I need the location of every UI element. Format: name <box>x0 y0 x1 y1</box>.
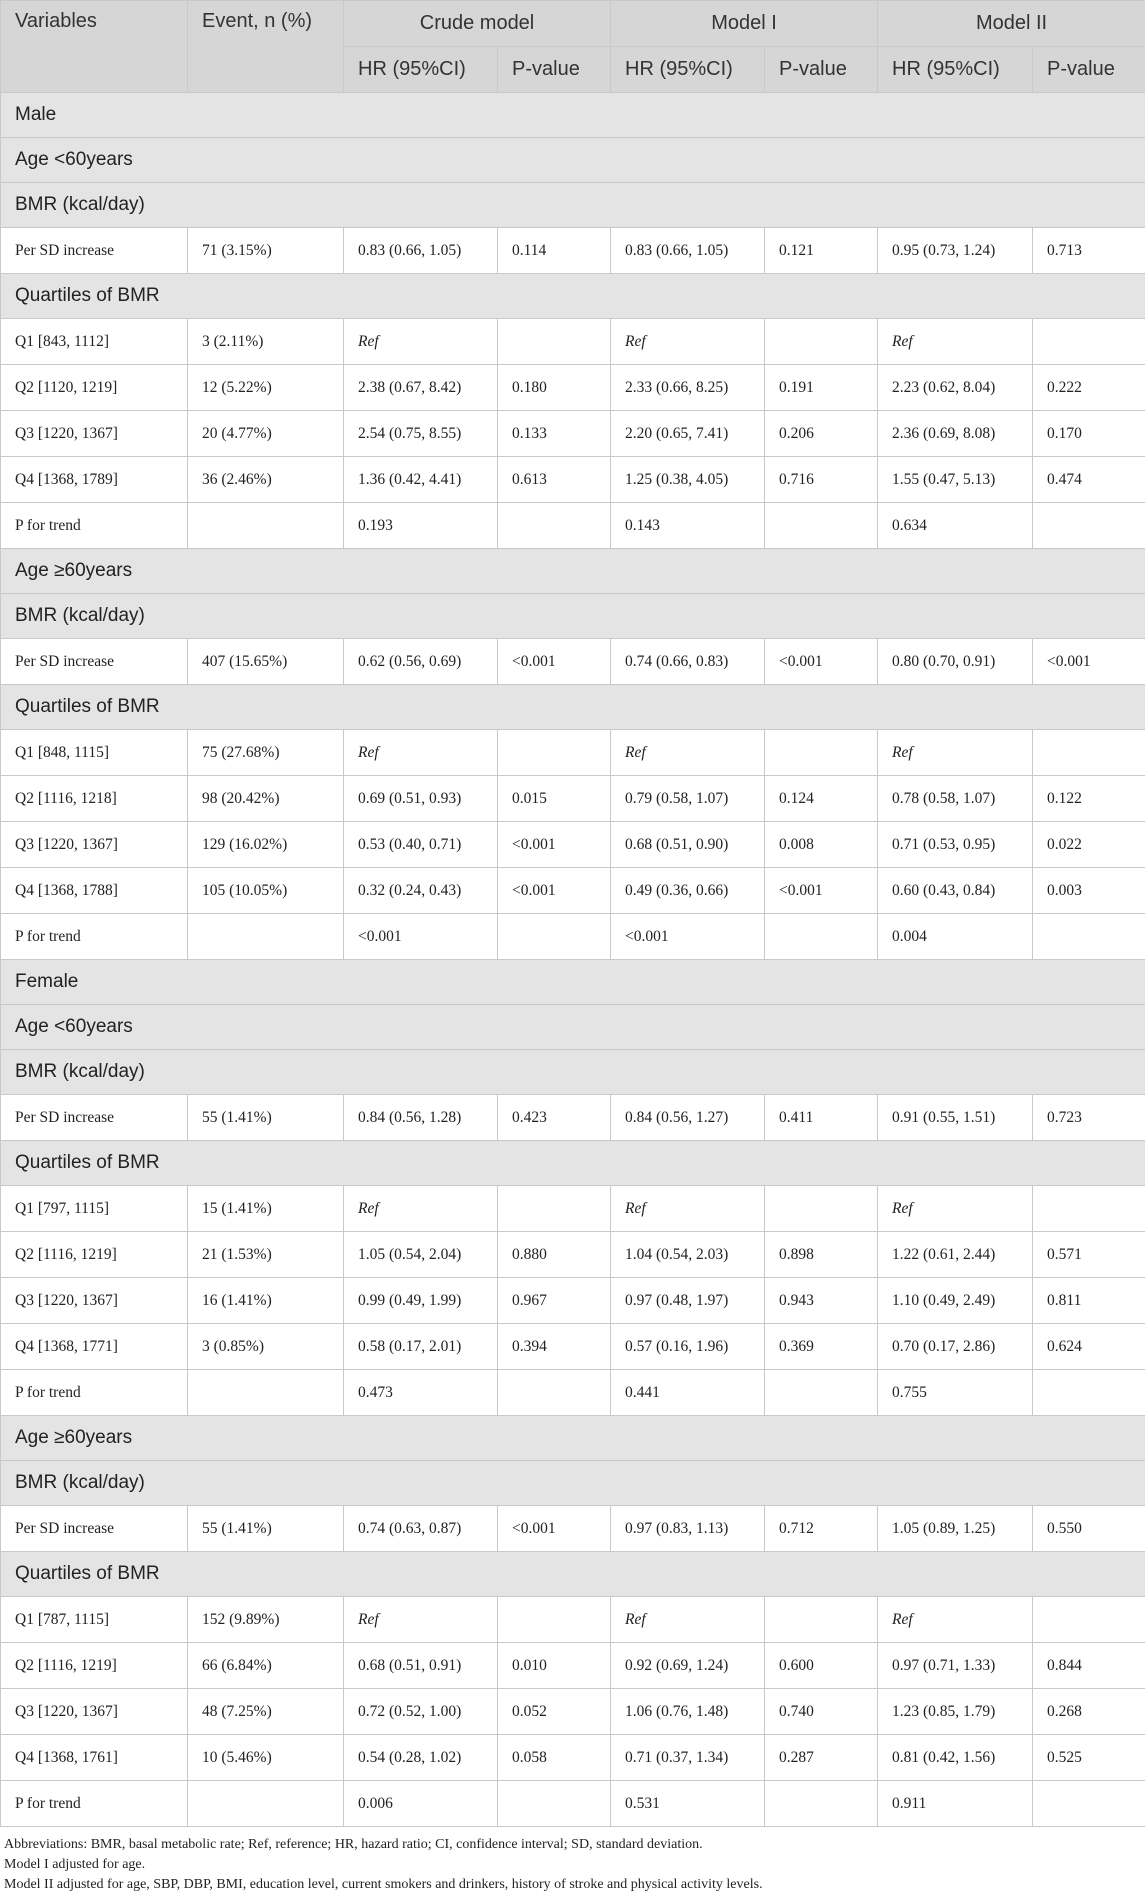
event-cell: 55 (1.41%) <box>188 1506 344 1552</box>
model2-hr-cell: 0.91 (0.55, 1.51) <box>878 1095 1033 1141</box>
event-cell: 71 (3.15%) <box>188 228 344 274</box>
crude-hr-cell: 1.36 (0.42, 4.41) <box>344 457 498 503</box>
crude-p-cell: <0.001 <box>498 822 611 868</box>
row-label: Q3 [1220, 1367] <box>1 1278 188 1324</box>
model2-p-cell: 0.844 <box>1033 1643 1145 1689</box>
model2-hr-cell: Ref <box>878 730 1033 776</box>
section-label: Age ≥60years <box>1 549 1145 594</box>
table-row <box>1 319 1145 365</box>
table-row <box>1 228 1145 274</box>
model1-hr-cell: 2.33 (0.66, 8.25) <box>611 365 765 411</box>
event-cell: 3 (2.11%) <box>188 319 344 365</box>
crude-p-cell: 0.423 <box>498 1095 611 1141</box>
model2-p-cell: 0.550 <box>1033 1506 1145 1552</box>
table-row <box>1 639 1145 685</box>
row-label: Per SD increase <box>1 1095 188 1141</box>
crude-p-cell: <0.001 <box>498 639 611 685</box>
event-cell: 16 (1.41%) <box>188 1278 344 1324</box>
model2-hr-cell: 1.23 (0.85, 1.79) <box>878 1689 1033 1735</box>
row-label: Q2 [1116, 1218] <box>1 776 188 822</box>
table-row <box>1 1232 1145 1278</box>
model1-p-cell: 0.287 <box>765 1735 878 1781</box>
row-label: Q4 [1368, 1788] <box>1 868 188 914</box>
crude-hr-cell: 2.38 (0.67, 8.42) <box>344 365 498 411</box>
crude-hr-cell: Ref <box>344 1186 498 1232</box>
model1-hr-cell: 0.531 <box>611 1781 765 1827</box>
model1-p-cell: 0.712 <box>765 1506 878 1552</box>
crude-hr-cell: 0.53 (0.40, 0.71) <box>344 822 498 868</box>
section-row <box>1 960 1145 1005</box>
model1-p-cell <box>765 1186 878 1232</box>
event-cell <box>188 914 344 960</box>
header-row-1 <box>1 1 1145 47</box>
table-row <box>1 411 1145 457</box>
section-row <box>1 1050 1145 1095</box>
event-cell: 36 (2.46%) <box>188 457 344 503</box>
table-row <box>1 868 1145 914</box>
model1-p-cell <box>765 730 878 776</box>
header-event: Event, n (%) <box>188 1 344 93</box>
model1-hr-cell: 0.441 <box>611 1370 765 1416</box>
table-row <box>1 822 1145 868</box>
crude-p-cell <box>498 503 611 549</box>
section-label: Age <60years <box>1 138 1145 183</box>
table-row <box>1 1506 1145 1552</box>
header-model-1: Model I <box>611 1 878 47</box>
crude-hr-cell: Ref <box>344 1597 498 1643</box>
section-label: Age ≥60years <box>1 1416 1145 1461</box>
section-label: Male <box>1 93 1145 138</box>
header-crude-model: Crude model <box>344 1 611 47</box>
model2-p-cell: 0.170 <box>1033 411 1145 457</box>
model2-hr-cell: 1.05 (0.89, 1.25) <box>878 1506 1033 1552</box>
crude-p-cell: 0.114 <box>498 228 611 274</box>
section-label: Female <box>1 960 1145 1005</box>
crude-hr-cell: 0.72 (0.52, 1.00) <box>344 1689 498 1735</box>
crude-p-cell: 0.880 <box>498 1232 611 1278</box>
section-row <box>1 1461 1145 1506</box>
section-label: Quartiles of BMR <box>1 685 1145 730</box>
section-row <box>1 93 1145 138</box>
crude-p-cell: 0.010 <box>498 1643 611 1689</box>
model2-hr-cell: 0.81 (0.42, 1.56) <box>878 1735 1033 1781</box>
crude-p-cell: 0.058 <box>498 1735 611 1781</box>
model2-p-cell: <0.001 <box>1033 639 1145 685</box>
row-label: Q3 [1220, 1367] <box>1 822 188 868</box>
model2-hr-cell: 0.70 (0.17, 2.86) <box>878 1324 1033 1370</box>
model1-p-cell <box>765 319 878 365</box>
row-label: P for trend <box>1 503 188 549</box>
crude-hr-cell: Ref <box>344 730 498 776</box>
event-cell: 21 (1.53%) <box>188 1232 344 1278</box>
crude-p-cell: 0.133 <box>498 411 611 457</box>
event-cell: 152 (9.89%) <box>188 1597 344 1643</box>
crude-p-cell <box>498 1186 611 1232</box>
section-row <box>1 183 1145 228</box>
header-variables: Variables <box>1 1 188 93</box>
row-label: Q1 [848, 1115] <box>1 730 188 776</box>
crude-p-cell: <0.001 <box>498 1506 611 1552</box>
model2-p-cell: 0.811 <box>1033 1278 1145 1324</box>
section-label: Age <60years <box>1 1005 1145 1050</box>
model1-hr-cell: 0.74 (0.66, 0.83) <box>611 639 765 685</box>
table-row <box>1 1324 1145 1370</box>
model1-hr-cell: 1.25 (0.38, 4.05) <box>611 457 765 503</box>
row-label: Q4 [1368, 1761] <box>1 1735 188 1781</box>
model2-hr-cell: 2.36 (0.69, 8.08) <box>878 411 1033 457</box>
crude-p-cell: <0.001 <box>498 868 611 914</box>
model2-p-cell <box>1033 1597 1145 1643</box>
model2-hr-cell: 1.55 (0.47, 5.13) <box>878 457 1033 503</box>
model2-p-cell: 0.624 <box>1033 1324 1145 1370</box>
table-row <box>1 503 1145 549</box>
model1-p-cell: 0.124 <box>765 776 878 822</box>
model1-hr-cell: 0.97 (0.48, 1.97) <box>611 1278 765 1324</box>
table-row <box>1 1278 1145 1324</box>
crude-hr-cell: 0.58 (0.17, 2.01) <box>344 1324 498 1370</box>
crude-p-cell: 0.394 <box>498 1324 611 1370</box>
model2-hr-cell: Ref <box>878 1186 1033 1232</box>
row-label: Per SD increase <box>1 639 188 685</box>
model1-hr-cell: 0.49 (0.36, 0.66) <box>611 868 765 914</box>
table-row <box>1 1735 1145 1781</box>
header-model2-p: P-value <box>1033 47 1145 93</box>
section-row <box>1 1416 1145 1461</box>
table-row <box>1 1186 1145 1232</box>
model2-hr-cell: 0.911 <box>878 1781 1033 1827</box>
event-cell: 10 (5.46%) <box>188 1735 344 1781</box>
crude-p-cell <box>498 1597 611 1643</box>
model2-hr-cell: Ref <box>878 1597 1033 1643</box>
crude-p-cell <box>498 1370 611 1416</box>
model1-hr-cell: Ref <box>611 1186 765 1232</box>
footnote-model-1: Model I adjusted for age. <box>4 1857 146 1872</box>
model1-hr-cell: 0.79 (0.58, 1.07) <box>611 776 765 822</box>
model1-p-cell <box>765 1597 878 1643</box>
row-label: Per SD increase <box>1 1506 188 1552</box>
section-label: Quartiles of BMR <box>1 1141 1145 1186</box>
model1-p-cell: <0.001 <box>765 868 878 914</box>
model2-p-cell: 0.713 <box>1033 228 1145 274</box>
crude-hr-cell: 0.32 (0.24, 0.43) <box>344 868 498 914</box>
section-label: BMR (kcal/day) <box>1 183 1145 228</box>
crude-p-cell: 0.015 <box>498 776 611 822</box>
footnote-abbreviations: Abbreviations: BMR, basal metabolic rate; Ref, reference; HR, hazard ratio; CI, confidence interval; SD, standard deviation. <box>4 1837 703 1852</box>
model1-hr-cell: <0.001 <box>611 914 765 960</box>
model2-hr-cell: Ref <box>878 319 1033 365</box>
crude-p-cell <box>498 1781 611 1827</box>
section-label: BMR (kcal/day) <box>1 1050 1145 1095</box>
model2-hr-cell: 0.755 <box>878 1370 1033 1416</box>
event-cell: 129 (16.02%) <box>188 822 344 868</box>
model2-p-cell <box>1033 730 1145 776</box>
row-label: Q3 [1220, 1367] <box>1 1689 188 1735</box>
section-label: Quartiles of BMR <box>1 274 1145 319</box>
section-row <box>1 549 1145 594</box>
model1-hr-cell: 0.83 (0.66, 1.05) <box>611 228 765 274</box>
table-row <box>1 914 1145 960</box>
model1-hr-cell: 0.57 (0.16, 1.96) <box>611 1324 765 1370</box>
model1-p-cell <box>765 1370 878 1416</box>
model1-hr-cell: 0.143 <box>611 503 765 549</box>
table-row <box>1 1643 1145 1689</box>
event-cell: 407 (15.65%) <box>188 639 344 685</box>
section-row <box>1 1552 1145 1597</box>
model1-p-cell: 0.008 <box>765 822 878 868</box>
model2-p-cell: 0.222 <box>1033 365 1145 411</box>
crude-hr-cell: 0.68 (0.51, 0.91) <box>344 1643 498 1689</box>
model2-p-cell: 0.268 <box>1033 1689 1145 1735</box>
row-label: Q1 [787, 1115] <box>1 1597 188 1643</box>
footnotes <box>0 1827 1145 1895</box>
table-row <box>1 1095 1145 1141</box>
model2-hr-cell: 2.23 (0.62, 8.04) <box>878 365 1033 411</box>
model2-p-cell <box>1033 1186 1145 1232</box>
event-cell: 48 (7.25%) <box>188 1689 344 1735</box>
table-body <box>1 93 1145 1827</box>
section-label: BMR (kcal/day) <box>1 594 1145 639</box>
event-cell: 75 (27.68%) <box>188 730 344 776</box>
model1-hr-cell: 0.84 (0.56, 1.27) <box>611 1095 765 1141</box>
model1-p-cell: 0.191 <box>765 365 878 411</box>
model1-hr-cell: Ref <box>611 1597 765 1643</box>
model1-p-cell: 0.943 <box>765 1278 878 1324</box>
row-label: Q3 [1220, 1367] <box>1 411 188 457</box>
event-cell: 66 (6.84%) <box>188 1643 344 1689</box>
event-cell: 55 (1.41%) <box>188 1095 344 1141</box>
crude-hr-cell: 0.74 (0.63, 0.87) <box>344 1506 498 1552</box>
model2-hr-cell: 0.80 (0.70, 0.91) <box>878 639 1033 685</box>
header-model-2: Model II <box>878 1 1145 47</box>
event-cell <box>188 1370 344 1416</box>
row-label: P for trend <box>1 1781 188 1827</box>
model1-p-cell: 0.206 <box>765 411 878 457</box>
model2-p-cell: 0.723 <box>1033 1095 1145 1141</box>
model1-p-cell: 0.898 <box>765 1232 878 1278</box>
model2-p-cell: 0.022 <box>1033 822 1145 868</box>
crude-p-cell <box>498 730 611 776</box>
model2-p-cell: 0.003 <box>1033 868 1145 914</box>
model1-p-cell: 0.716 <box>765 457 878 503</box>
crude-hr-cell: 1.05 (0.54, 2.04) <box>344 1232 498 1278</box>
model1-p-cell: 0.121 <box>765 228 878 274</box>
model1-hr-cell: 0.68 (0.51, 0.90) <box>611 822 765 868</box>
model2-hr-cell: 0.71 (0.53, 0.95) <box>878 822 1033 868</box>
crude-p-cell <box>498 319 611 365</box>
crude-hr-cell: <0.001 <box>344 914 498 960</box>
model2-hr-cell: 0.004 <box>878 914 1033 960</box>
model1-hr-cell: Ref <box>611 319 765 365</box>
model1-hr-cell: Ref <box>611 730 765 776</box>
row-label: Q4 [1368, 1771] <box>1 1324 188 1370</box>
crude-p-cell: 0.967 <box>498 1278 611 1324</box>
event-cell: 15 (1.41%) <box>188 1186 344 1232</box>
model2-hr-cell: 0.97 (0.71, 1.33) <box>878 1643 1033 1689</box>
crude-hr-cell: 0.84 (0.56, 1.28) <box>344 1095 498 1141</box>
model1-hr-cell: 0.97 (0.83, 1.13) <box>611 1506 765 1552</box>
event-cell: 20 (4.77%) <box>188 411 344 457</box>
crude-hr-cell: 0.006 <box>344 1781 498 1827</box>
header-model1-p: P-value <box>765 47 878 93</box>
model2-hr-cell: 0.95 (0.73, 1.24) <box>878 228 1033 274</box>
section-row <box>1 1141 1145 1186</box>
crude-p-cell: 0.613 <box>498 457 611 503</box>
section-row <box>1 594 1145 639</box>
model2-p-cell <box>1033 319 1145 365</box>
model2-p-cell <box>1033 914 1145 960</box>
model1-hr-cell: 0.92 (0.69, 1.24) <box>611 1643 765 1689</box>
crude-hr-cell: 2.54 (0.75, 8.55) <box>344 411 498 457</box>
row-label: Q2 [1120, 1219] <box>1 365 188 411</box>
model2-hr-cell: 0.634 <box>878 503 1033 549</box>
event-cell: 12 (5.22%) <box>188 365 344 411</box>
header-crude-hr: HR (95%CI) <box>344 47 498 93</box>
crude-hr-cell: 0.83 (0.66, 1.05) <box>344 228 498 274</box>
model2-p-cell <box>1033 503 1145 549</box>
model2-p-cell: 0.571 <box>1033 1232 1145 1278</box>
header-model1-hr: HR (95%CI) <box>611 47 765 93</box>
section-label: BMR (kcal/day) <box>1 1461 1145 1506</box>
crude-hr-cell: 0.193 <box>344 503 498 549</box>
crude-p-cell <box>498 914 611 960</box>
model1-p-cell: 0.411 <box>765 1095 878 1141</box>
crude-p-cell: 0.052 <box>498 1689 611 1735</box>
model1-hr-cell: 1.06 (0.76, 1.48) <box>611 1689 765 1735</box>
table-row <box>1 730 1145 776</box>
section-row <box>1 685 1145 730</box>
model2-hr-cell: 0.78 (0.58, 1.07) <box>878 776 1033 822</box>
model2-hr-cell: 1.10 (0.49, 2.49) <box>878 1278 1033 1324</box>
header-model2-hr: HR (95%CI) <box>878 47 1033 93</box>
header-crude-p: P-value <box>498 47 611 93</box>
event-cell: 98 (20.42%) <box>188 776 344 822</box>
crude-p-cell: 0.180 <box>498 365 611 411</box>
model1-hr-cell: 1.04 (0.54, 2.03) <box>611 1232 765 1278</box>
row-label: Q1 [797, 1115] <box>1 1186 188 1232</box>
event-cell: 105 (10.05%) <box>188 868 344 914</box>
crude-hr-cell: 0.473 <box>344 1370 498 1416</box>
event-cell: 3 (0.85%) <box>188 1324 344 1370</box>
row-label: Q2 [1116, 1219] <box>1 1643 188 1689</box>
model2-p-cell <box>1033 1370 1145 1416</box>
model2-hr-cell: 0.60 (0.43, 0.84) <box>878 868 1033 914</box>
row-label: Q1 [843, 1112] <box>1 319 188 365</box>
model1-p-cell <box>765 1781 878 1827</box>
model2-p-cell: 0.525 <box>1033 1735 1145 1781</box>
table-row <box>1 1597 1145 1643</box>
crude-hr-cell: 0.62 (0.56, 0.69) <box>344 639 498 685</box>
crude-hr-cell: Ref <box>344 319 498 365</box>
row-label: Per SD increase <box>1 228 188 274</box>
table-row <box>1 1689 1145 1735</box>
section-row <box>1 1005 1145 1050</box>
model1-p-cell: 0.369 <box>765 1324 878 1370</box>
row-label: Q4 [1368, 1789] <box>1 457 188 503</box>
crude-hr-cell: 0.69 (0.51, 0.93) <box>344 776 498 822</box>
table-row <box>1 1370 1145 1416</box>
model1-p-cell <box>765 914 878 960</box>
section-row <box>1 138 1145 183</box>
crude-hr-cell: 0.54 (0.28, 1.02) <box>344 1735 498 1781</box>
row-label: P for trend <box>1 914 188 960</box>
model1-hr-cell: 0.71 (0.37, 1.34) <box>611 1735 765 1781</box>
model2-p-cell: 0.474 <box>1033 457 1145 503</box>
model1-p-cell: 0.740 <box>765 1689 878 1735</box>
table-row <box>1 1781 1145 1827</box>
section-row <box>1 274 1145 319</box>
section-label: Quartiles of BMR <box>1 1552 1145 1597</box>
table-row <box>1 457 1145 503</box>
table-row <box>1 776 1145 822</box>
model1-p-cell <box>765 503 878 549</box>
model2-hr-cell: 1.22 (0.61, 2.44) <box>878 1232 1033 1278</box>
model1-p-cell: <0.001 <box>765 639 878 685</box>
table-row <box>1 365 1145 411</box>
crude-hr-cell: 0.99 (0.49, 1.99) <box>344 1278 498 1324</box>
model2-p-cell <box>1033 1781 1145 1827</box>
model1-p-cell: 0.600 <box>765 1643 878 1689</box>
model1-hr-cell: 2.20 (0.65, 7.41) <box>611 411 765 457</box>
event-cell <box>188 1781 344 1827</box>
row-label: Q2 [1116, 1219] <box>1 1232 188 1278</box>
model2-p-cell: 0.122 <box>1033 776 1145 822</box>
row-label: P for trend <box>1 1370 188 1416</box>
footnote-model-2: Model II adjusted for age, SBP, DBP, BMI, education level, current smokers and drinkers, history of stroke and physical activity levels. <box>4 1877 763 1892</box>
event-cell <box>188 503 344 549</box>
